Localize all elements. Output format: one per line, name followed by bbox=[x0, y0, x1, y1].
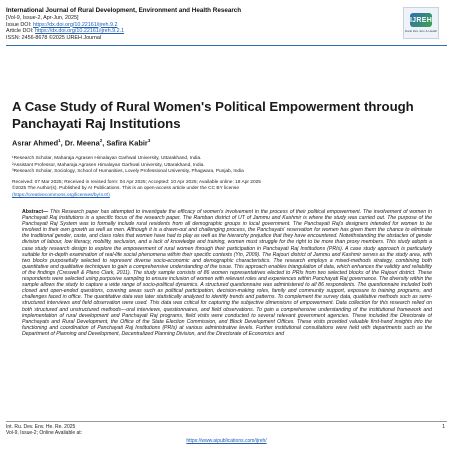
article-doi-line bbox=[6, 28, 386, 35]
affiliation-item: ²Assistant Professor, Maharaja Agrasen Himalayan Garhwal University, Uttarakhand, India. bbox=[12, 162, 205, 168]
copyright-line: ©2025 The Author(s). Published by AI Publications. This is an open-access article under the CC BY license bbox=[12, 186, 239, 192]
license-link[interactable]: (https://creativecommons.org/licenses/by/4.0/) bbox=[12, 192, 110, 198]
journal-header bbox=[6, 7, 386, 41]
issue-doi-label: Issue DOI: bbox=[6, 21, 33, 28]
affiliation-item: ³Research Scholar, Sociology, School of Humanities, Lovely Professional University, Phagwara, Punjab, India bbox=[12, 169, 244, 175]
author-affil-mark: 1 bbox=[58, 138, 61, 143]
page-number: 1 bbox=[442, 424, 445, 430]
abstract bbox=[22, 209, 432, 418]
dates-line: Received: 07 Mar 2025; Received in revised form: 04 Apr 2025; Accepted: 10 Apr 2025; Available online: 18 Apr 2025 bbox=[12, 180, 261, 185]
publication-dates bbox=[12, 180, 442, 199]
footer-vol-line: Vol-9, Issue-2; Online Available at: bbox=[6, 430, 83, 437]
abstract-label: Abstract— bbox=[22, 209, 49, 215]
affiliations bbox=[12, 156, 442, 176]
footer-citation bbox=[6, 424, 82, 437]
author-affil-mark: 2 bbox=[99, 138, 103, 143]
footer-divider bbox=[6, 421, 447, 422]
affiliation-item: ¹Research Scholar, Maharaja Agrasen Himalayan Garhwal University, Uttarakhand, India. bbox=[12, 156, 202, 161]
article-title: A Case Study of Rural Women's Political Empowerment through Panchayati Raj Institutions bbox=[12, 99, 414, 131]
issue-doi-link[interactable]: https://dx.doi.org/10.22161/ijreh.9.2 bbox=[32, 21, 118, 28]
author-list bbox=[12, 138, 150, 147]
author-name: Dr. Meena bbox=[64, 138, 100, 148]
article-doi-link[interactable]: https://dx.doi.org/10.22161/ijreh.9.2.1 bbox=[35, 28, 125, 35]
issn-line: ISSN: 2456-8678 ©2025 IJREH Journal bbox=[6, 34, 102, 41]
article-doi-label: Article DOI: bbox=[6, 28, 36, 35]
author-affil-mark: 3 bbox=[147, 138, 151, 143]
author-separator: , bbox=[102, 138, 107, 148]
footer-journal-abbrev: Int. Ru. Dev. Env. He. Re. 2025 bbox=[6, 424, 76, 430]
footer-url-link[interactable]: https://www.aipublications.com/ijreh/ bbox=[186, 438, 267, 444]
volume-line: [Vol-9, Issue-2, Apr-Jun, 2025] bbox=[6, 15, 79, 21]
header-divider bbox=[6, 45, 447, 46]
author-name: Safira Kabir bbox=[106, 138, 148, 148]
abstract-text: This Research paper has attempted to investigate the efficacy of women's involvement in the process of their political empowerment. The involvement of women in Panchayati Raj institutions is a specific focus of the research paper. The Ramban district of UT of Jammu and Kashmir is where the study was carried out. The purpose of the Panchayati Raj System was to formally include rural residents from all demographic groups in local government. The Panchayati Raj's designers intended for women to be involved in their own growth as well as men. Although it is a drawn-out and challenging process, the Panchayats' reservation for women has given them the chance to eliminate the traditional gender, caste, and class roles that women have had to play as well as the hierarchy prejudice that they have encountered. Notwithstanding the obstacles of gender division of labour, low literacy, mobility, seclusion, and a lack of knowledge and training, women must struggle for the right to be more than proxy members. This study adopts a case study research design to explore the empowerment of rural women through their participation in Panchayati Raj Institutions (PRIs). A case study approach is particularly suitable for in-depth examination of real-life social phenomena within their specific contexts (Yin, 2009). The Rajouri district of Jammu and Kashmir serves as the study area, with two blocks purposefully selected to represent diverse socio-economic and demographic characteristics. The research employs a mixed-methods strategy, combining both quantitative and qualitative techniques to gain a comprehensive understanding of the issue. This approach enables triangulation of data, which enhances the validity and reliability of the findings (Creswell & Plano Clark, 2011). The study sample consists of 86 women representatives elected to PRIs from two selected blocks of the Rajouri district. These respondents were selected using purposive sampling to ensure inclusion of women with relevant roles and experiences within Panchayati Raj governance. The diversity within the sample allows the study to capture a wide range of socio-political dynamics. A structured questionnaire was administered to all 86 respondents. The questionnaire included both closed and open-ended questions, covering areas such as political participation, decision-making roles, family and community support, exposure to training programs, and challenges faced in office. The quantitative data was later statistically analyzed to identify trends and patterns. To complement the survey data, qualitative methods such as semi-structured interviews and field observation were used. This data was critical for capturing the subjective dimensions of empowerment. Data collection for this research relied on both structured and unstructured methods—oral interviews, questionnaires, and field observations. To gain a comprehensive understanding of the institutional framework and implementation of rural development and Panchayati Raj programs, field visits were conducted to several relevant government agencies. These included the Directorate of Panchayats and Rural Development, the Office of the State Election Commission, and Block Development Offices. These visits provided valuable first-hand insights into the functioning and coordination of Panchayati Raj Institutions (PRIs) at various administrative levels. Further institutional consultations were held with departments such as the Department of Planning and Development, Decentralized Planning Division, and the Directorate of Economics and bbox=[22, 209, 432, 337]
journal-logo-mark: IJREH bbox=[410, 13, 432, 27]
author-name: Asrar Ahmed bbox=[12, 138, 59, 148]
journal-title: International Journal of Rural Development, Environment and Health Research bbox=[6, 7, 242, 14]
journal-logo bbox=[403, 7, 439, 39]
issue-doi-line bbox=[6, 22, 386, 29]
journal-logo-subtext: Rural Dev, Env & Health bbox=[404, 29, 438, 33]
footer-url-line bbox=[0, 438, 453, 444]
author-separator: , bbox=[60, 138, 65, 148]
